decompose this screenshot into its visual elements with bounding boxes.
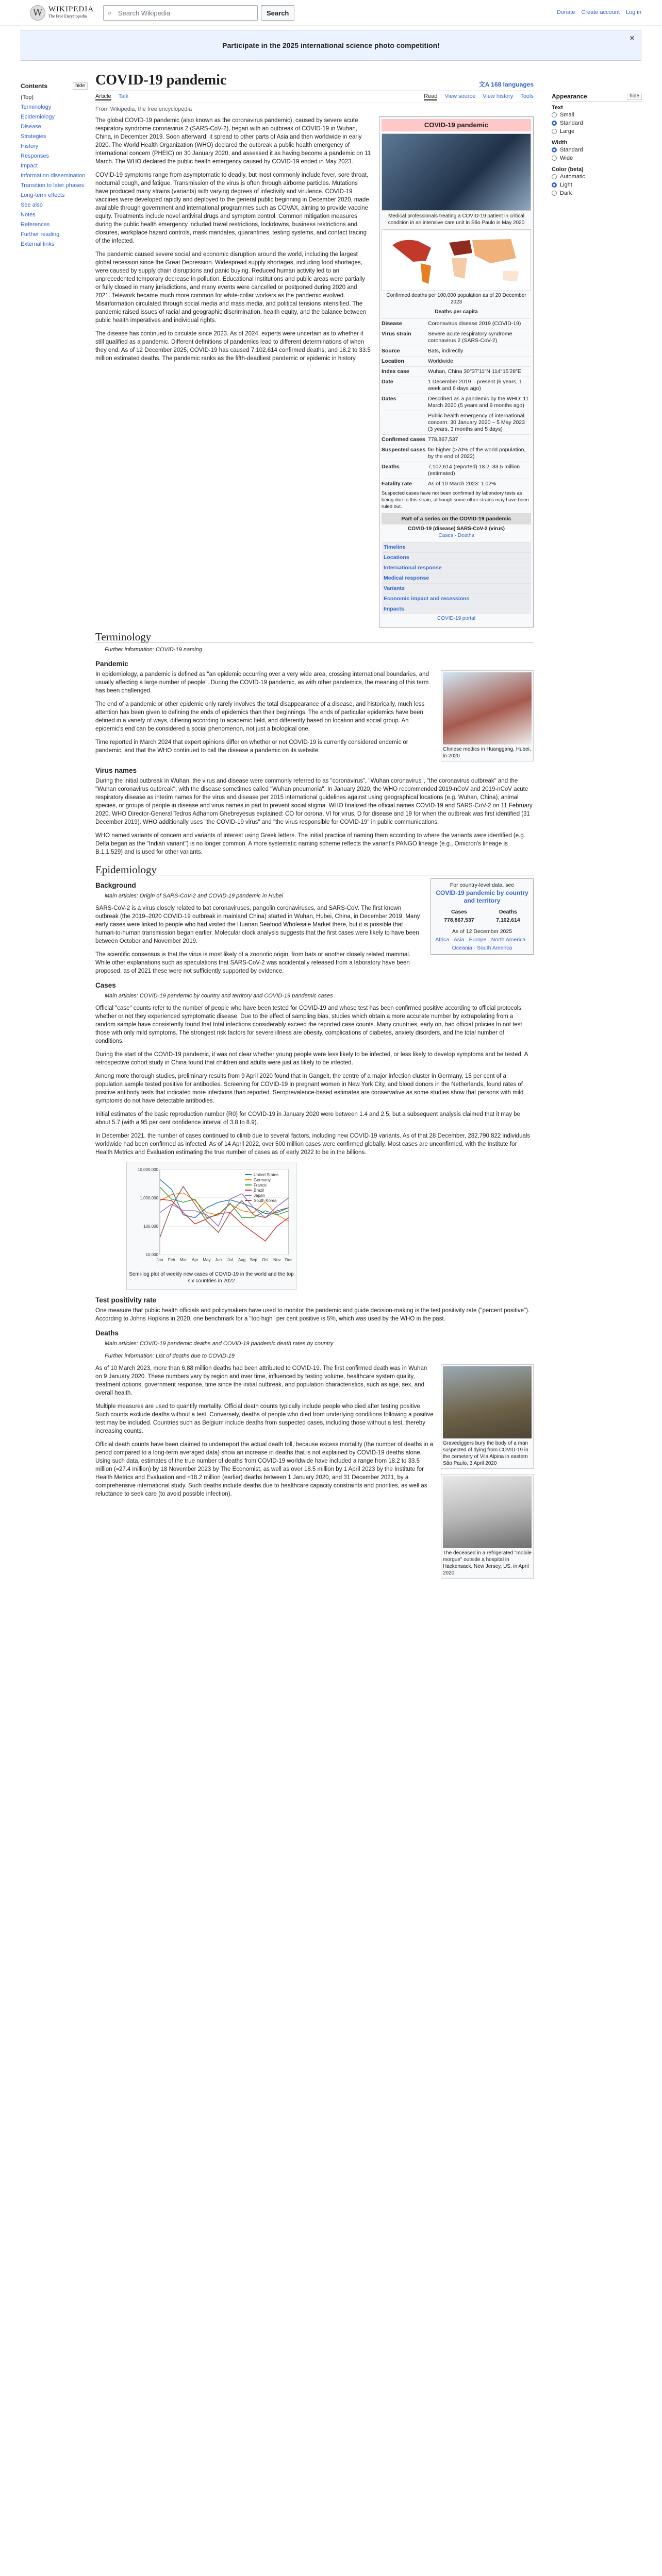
infobox-row-label: Deaths (382, 464, 400, 470)
map-caption: Confirmed deaths per 100,000 population as of 20 December 2023 (386, 293, 526, 305)
radio-icon[interactable] (552, 156, 557, 161)
toc-item[interactable]: Long-term effects (21, 192, 65, 198)
virus-paragraph-2: WHO named variants of concern and variants of interest using Greek letters. The initial practice of naming them according to where the variants were identified (e.g. Delta began as the "Indian variant") is no longer common. A more systematic naming scheme reflects the variant's PANGO lineage (e.g., Omicron's lineage is B.1.1.529) and is used for other variants. (95, 833, 525, 855)
infobox (379, 116, 534, 628)
infobox-row-label: Date (382, 379, 393, 385)
cases-paragraph-5: In December 2021, the number of cases continued to climb due to several factors, including new COVID-19 variants. As of that 28 December, 282,790,822 individuals worldwide had been confirmed as infected. As of 14 April 2022, over 500 million cases were confirmed globally. Most cases are unconfirmed, with the Institute for Health Metrics and Evaluation estimating the true number of cases as of early 2022 to be in the billions. (95, 1133, 531, 1156)
infobox-row-value: Worldwide (428, 358, 453, 364)
toc-item[interactable]: Strategies (21, 133, 46, 140)
legend-label: Brazil (254, 1188, 264, 1193)
toc-item[interactable]: Transition to later phases (21, 182, 85, 189)
series-nav-item[interactable]: Locations (382, 552, 531, 563)
background-paragraph-1: SARS-CoV-2 is a virus closely related to bat coronaviruses, pangolin coronaviruses, and SARS-CoV. The first known outbreak (the 2019–2020 COVID-19 outbreak in mainland China) started in Wuhan, Hubei, China, in December 2019. Many early cases were linked to people who had visited the Huanan Seafood Wholesale Market there, but it is possible that human-to-human transmission began earlier. Molecular clock analysis suggests that the first cases were likely to have been between October and November 2019. (95, 905, 420, 944)
infobox-row-label: Suspected cases (382, 447, 426, 453)
legend-label: Japan (254, 1193, 265, 1198)
login-link[interactable]: Log in (626, 9, 641, 15)
width-option[interactable] (552, 154, 642, 162)
series-nav-item[interactable]: International response (382, 563, 531, 573)
subsection-heading-pandemic: Pandemic (95, 660, 128, 668)
subsection-heading-deaths: Deaths (95, 1329, 119, 1337)
personal-tools (557, 9, 641, 15)
intro-paragraph-2: COVID-19 symptoms range from asymptomatic to deadly, but most commonly include fever, sore throat, nocturnal cough, and fatigue. Transmission of the virus is often through airborne particles. Mutations have produced many strains (variants) with varying degrees of infectivity and virulence. COVID-19 vaccines were developed rapidly and deployed to the general public beginning in December 2020, made available through government and international programmes such as COVAX, aiming to provide vaccine equity. Treatments include novel antiviral drugs and symptom control. Common mitigation measures during the public health emergency included travel restrictions, lockdowns, business restrictions and closures, workplace hazard controls, mask mandates, quarantines, testing systems, and contact tracing of the infected. (95, 172, 369, 244)
close-icon[interactable]: ✕ (629, 35, 635, 42)
color-option-label: Dark (560, 190, 572, 196)
infobox-row-value: Described as a pandemic by the WHO: 11 March 2020 (5 years and 9 months ago) (428, 396, 529, 409)
infobox-row-value: 7,102,614 (reported) 18.2–33.5 million (estimated) (428, 464, 520, 477)
world-death-map[interactable] (382, 229, 531, 291)
toc-item[interactable]: Information dissemination (21, 173, 86, 179)
tab-article[interactable]: Article (95, 93, 111, 99)
appearance-hide-button[interactable]: hide (627, 93, 642, 100)
deaths-paragraph-2: Multiple measures are used to quantify mortality. Official death counts typically include people who died after testing positive. Such counts exclude deaths without a test. Conversely, deaths of people who died from underlying conditions following a positive test may be included. Countries such as Belgium include deaths from suspected cases, including those without a test, thereby increasing counts. (95, 1403, 434, 1434)
subsection-heading-background: Background (95, 882, 136, 889)
portal-link[interactable]: COVID-19 portal (437, 616, 475, 621)
wikipedia-logo[interactable] (30, 5, 94, 21)
deaths-paragraph-3: Official death counts have been claimed to underreport the actual death toll, because excess mortality (the number of deaths in a period compared to a long-term averaged data) show an increase in deaths that is not explained by COVID-19 deaths alone. Using such data, estimates of the true number of deaths from COVID-19 worldwide have included a range from 18.2 to 33.5 million (≈27.4 million) by 18 November 2023 by The Economist, as well as over 18.5 million by 1 April 2023 by the Institute for Health Metrics and Evaluation and ≈18.2 million (earlier) deaths between 1 January 2020, and 31 December 2021, by a comprehensive international study. Such deaths include deaths due to healthcare capacity constraints and priorities, as well as reluctance to seek care (to avoid possible infection). (95, 1442, 434, 1497)
chart-svg (129, 1164, 294, 1267)
infobox-row-label: Virus strain (382, 331, 411, 337)
thumbnail-chinese-medics[interactable] (441, 670, 534, 761)
intro-paragraph-3: The pandemic caused severe social and economic disruption around the world, including the largest global recession since the Great Depression. Widespread supply shortages, including food shortages, were caused by supply chain disruptions and panic buying. Reduced human activity led to an unprecedented temporary decrease in pollution. Educational institutions and public areas were partially or fully closed in many jurisdictions, and many events were cancelled or postponed during 2020 and 2021. Telework became much more common for white-collar workers as the pandemic evolved. Misinformation circulated through social media and mass media, and political tensions intensified. The pandemic raised issues of racial and geographic discrimination, health equity, and the balance between public health imperatives and individual rights. (95, 251, 367, 324)
text-size-option-label: Small (560, 112, 574, 118)
virus-paragraph-1: During the initial outbreak in Wuhan, the virus and disease were commonly referred to as "coronavirus", "Wuhan coronavirus", "the coronavirus outbreak" and the "Wuhan coronavirus outbreak", with the disease sometimes called "Wuhan pneumonia". In January 2020, the WHO recommended 2019-nCoV and 2019-nCoV acute respiratory disease as interim names for the virus and disease per 2015 international guidelines against using geographical locations (e.g. Wuhan, China), animal species, or groups of people in disease and virus names in part to prevent social stigma. WHO finalized the official names COVID-19 and SARS-CoV-2 on 11 February 2020. WHO Director-General Tedros Adhanom Ghebreyesus explained: CO for corona, VI for virus, D for disease and 19 for when the outbreak was first identified (31 December 2019). WHO additionally uses "the COVID-19 virus" and "the virus responsible for COVID-19" in public communications. (95, 778, 533, 825)
search-icon: ⌕ (108, 9, 112, 16)
y-tick-label: 100,000 (143, 1224, 158, 1229)
toc-item[interactable]: Epidemiology (21, 114, 55, 120)
y-tick-label: 1,000,000 (140, 1196, 158, 1200)
toc-item[interactable]: Impact (21, 163, 38, 169)
y-tick-label: 10,000,000 (137, 1167, 158, 1172)
infobox-row-label: Fatality rate (382, 481, 412, 487)
x-tick-label: Mar (179, 1258, 187, 1262)
infobox-row-label: Index case (382, 368, 409, 375)
hatnote: Main articles: COVID-19 pandemic deaths and COVID-19 pandemic death rates by country (105, 1341, 334, 1347)
globe-icon: W (30, 5, 45, 21)
x-tick-label: Feb (168, 1258, 175, 1262)
infobox-row (382, 445, 531, 462)
text-size-option-label: Standard (560, 120, 583, 126)
tab-view-source[interactable]: View source (444, 93, 476, 99)
cases-paragraph-1: Official "case" counts refer to the number of people who have been tested for COVID-19 and whose test has been confirmed positive according to official protocols whether or not they experienced symptomatic disease. Due to the effect of sampling bias, studies which obtain a more accurate number by extrapolating from a random sample have consistently found that total infections considerably exceed the reported case counts. Many countries, early on, had official policies to not test those with only mild symptoms. The strongest risk factors for severe illness are obesity, complications of diabetes, anxiety disorders, and the total number of conditions. (95, 1005, 522, 1044)
width-option-label: Wide (560, 155, 573, 161)
donate-link[interactable]: Donate (556, 9, 575, 15)
radio-icon[interactable] (552, 147, 557, 152)
search-placeholder: Search Wikipedia (118, 9, 171, 17)
toc-item[interactable]: (Top) (21, 94, 34, 100)
infobox-row-value: Wuhan, China 30°37′11″N 114°15′28″E (428, 368, 521, 375)
cases-label: Cases (451, 909, 467, 915)
x-tick-label: Jan (156, 1258, 163, 1262)
table-of-contents (21, 82, 88, 249)
deaths-paragraph-1: As of 10 March 2023, more than 6.88 million deaths had been attributed to COVID-19. The first confirmed death was in Wuhan on 9 January 2020. These numbers vary by region and over time, influenced by testing volume, healthcare system quality, treatment options, government response, time since the initial outbreak, and population characteristics, such as age, sex, and overall health. (95, 1365, 427, 1396)
x-tick-label: Oct (262, 1258, 269, 1262)
text-size-option[interactable] (552, 127, 642, 135)
banner-text: Participate in the 2025 international science photo competition! (222, 41, 440, 49)
radio-icon[interactable] (552, 191, 557, 196)
x-tick-label: May (203, 1258, 211, 1262)
infobox-row (382, 346, 531, 356)
toc-item[interactable]: See also (21, 202, 43, 208)
section-heading-epidemiology: Epidemiology (95, 866, 534, 875)
infobox-row (382, 462, 531, 479)
infobox-row-label: Dates (382, 396, 396, 402)
subsection-heading-virus-names: Virus names (95, 767, 137, 774)
infobox-row (382, 434, 531, 445)
infobox-row (382, 377, 531, 394)
hatnote: Further information: COVID-19 naming (105, 647, 202, 653)
test-positivity-paragraph: One measure that public health officials and policymakers have used to monitor the pandemic and guide decision-making is the test positivity rate ("percent positive"). According to Johns Hopkins in 2020, one benchmark for a "too high" per cent positive is 5%, which was used by the WHO in the past. (95, 1308, 530, 1322)
appearance-title: Appearance (552, 93, 587, 100)
infobox-row-label: Confirmed cases (382, 436, 425, 443)
toc-item[interactable]: Further reading (21, 231, 60, 238)
legend-label: France (254, 1183, 267, 1188)
thumbnail-caption: The deceased in a refrigerated "mobile morgue" outside a hospital in Hackensack, New Jersey, US, in April 2020 (443, 1550, 532, 1576)
series-nav-item[interactable]: Impacts (382, 604, 531, 614)
tab-read[interactable]: Read (424, 93, 438, 99)
color-option-label: Automatic (560, 174, 585, 180)
series-box-subtitle: COVID-19 (disease) SARS-CoV-2 (virus) Cases · Deaths (408, 526, 505, 538)
hatnote: Main articles: Origin of SARS-CoV-2 and COVID-19 pandemic in Hubei (105, 893, 284, 899)
thumbnail-mobile-morgue[interactable] (441, 1474, 534, 1579)
cases-paragraph-2: During the start of the COVID-19 pandemic, it was not clear whether young people were less likely to be infected, or less likely to develop symptoms and be tested. A retrospective cohort study in China found that children and adults were just as likely to be infected. (95, 1052, 528, 1066)
toc-item[interactable]: Responses (21, 153, 49, 159)
main-content (95, 72, 534, 1584)
toc-item[interactable]: Disease (21, 124, 41, 130)
tab-tools[interactable]: Tools (520, 93, 534, 99)
cases-value: 778,867,537 (444, 917, 474, 923)
width-option[interactable] (552, 146, 642, 154)
site-sub: From Wikipedia, the free encyclopedia (95, 106, 192, 112)
create-account-link[interactable]: Create account (581, 9, 620, 15)
infobox-row-label: Location (382, 358, 404, 364)
text-size-option[interactable] (552, 111, 642, 119)
background-paragraph-2: The scientific consensus is that the virus is most likely of a zoonotic origin, from bats or another closely related mammal. While other explanations such as speculations that SARS-CoV-2 was accidentally released from a laboratory have been proposed, as of 2021 these were not sufficiently supported by evidence. (95, 952, 411, 974)
thumbnail-caption: Chinese medics in Huanggang, Hubei, in 2020 (443, 747, 531, 759)
stats-regions[interactable]: Africa · Asia · Europe · North America · Oceania · South America (435, 937, 529, 951)
radio-icon[interactable] (552, 112, 557, 117)
thumbnail-gravediggers[interactable] (441, 1364, 534, 1469)
cases-paragraph-4: Initial estimates of the basic reproduction number (R0) for COVID-19 in January 2020 were between 1.4 and 2.5, but a subsequent analysis claimed that it may be about 5.7 (with a 95 per cent confidence interval of 3.8 to 8.9). (95, 1111, 520, 1126)
infobox-row-value: As of 10 March 2023: 1.02% (428, 481, 496, 487)
hatnote: Main articles: COVID-19 pandemic by country and territory and COVID-19 pandemic cases (105, 993, 333, 999)
infobox-row-label (382, 413, 428, 433)
chart-caption: Semi-log plot of weekly new cases of COVID-19 in the world and the top six countries in 2022 (129, 1272, 294, 1284)
legend-label: Germany (254, 1178, 271, 1182)
intro-paragraph-1: The global COVID-19 pandemic (also known as the coronavirus pandemic), caused by severe acute respiratory syndrome coronavirus 2 (SARS-CoV-2), began with an outbreak of COVID-19 in Wuhan, China, in December 2019. Soon afterward, it spread to other parts of Asia and then worldwide in early 2020. The World Health Organization (WHO) declared the outbreak a public health emergency of international concern (PHEIC) on 30 January 2020, and assessed it as having become a pandemic on 11 March. The WHO declared the public health emergency caused by COVID-19 ended in May 2023. (95, 117, 371, 165)
tab-view-history[interactable]: View history (483, 93, 514, 99)
infobox-row-value: 778,867,537 (428, 436, 458, 443)
radio-icon[interactable] (552, 129, 557, 134)
page-tabs (95, 93, 534, 103)
infobox-row (382, 356, 531, 366)
infobox-row-value: Severe acute respiratory syndrome coronavirus 2 (SARS-CoV-2) (428, 331, 512, 344)
deaths-value: 7,102,614 (496, 917, 520, 923)
x-tick-label: Dec (285, 1258, 293, 1262)
appearance-panel (552, 93, 642, 197)
series-nav-item[interactable]: Medical response (382, 573, 531, 583)
tab-talk[interactable]: Talk (118, 93, 129, 99)
pandemic-paragraph-3: Time reported in March 2024 that expert opinions differ on whether or not COVID-19 is currently considered endemic or pandemic, and that the WHO continued to call the disease a pandemic on its website. (95, 739, 408, 754)
cases-paragraph-3: Among more thorough studies, preliminary results from 9 April 2020 found that in Gangelt, the centre of a major infection cluster in Germany, 15 per cent of a population sample tested positive for antibodies. Screening for COVID-19 in pregnant women in New York City, and blood donors in the Netherlands, found rates of positive antibody tests that indicated more infections than reported. Seroprevalence-based estimates are conservative as some studies show that persons with mild symptoms do not have detectable antibodies. (95, 1073, 524, 1104)
toc-item[interactable]: Notes (21, 212, 36, 218)
color-option-label: Light (560, 182, 572, 188)
x-tick-label: Jun (215, 1258, 222, 1262)
width-option-label: Standard (560, 147, 583, 153)
subsection-heading-test-positivity: Test positivity rate (95, 1296, 157, 1304)
site-notice-banner[interactable] (21, 30, 641, 61)
color-heading: Color (beta) (552, 166, 584, 173)
color-option[interactable] (552, 173, 642, 181)
series-nav-item[interactable]: Economic impact and recessions (382, 594, 531, 604)
site-name: WIKIPEDIA (48, 5, 94, 13)
infobox-row (382, 394, 531, 411)
toc-title: Contents (21, 82, 47, 90)
search-input[interactable] (103, 5, 258, 21)
x-tick-label: Jul (227, 1258, 233, 1262)
hatnote: Further information: List of deaths due to COVID-19 (105, 1353, 235, 1359)
radio-icon[interactable] (552, 121, 557, 126)
color-option[interactable] (552, 181, 642, 189)
thumbnail-caption: Gravediggers bury the body of a man suspected of dying from COVID-19 in the cemetery of Vila Alpina in eastern São Paulo, 3 April 2020 (443, 1440, 528, 1466)
radio-icon[interactable] (552, 182, 557, 188)
toc-item[interactable]: External links (21, 241, 55, 247)
stats-box-intro: For country-level data, see (450, 882, 515, 888)
site-tagline: The Free Encyclopedia (48, 14, 87, 19)
color-option[interactable] (552, 189, 642, 197)
pandemic-paragraph-1: In epidemiology, a pandemic is defined as "an epidemic occurring over a very wide area, crossing international boundaries, and usually affecting a large number of people". During the COVID-19 pandemic, as with other pandemics, the meaning of this term has been challenged. (95, 671, 429, 694)
icu-photo[interactable] (382, 133, 531, 211)
infobox-row-value: Coronavirus disease 2019 (COVID-19) (428, 320, 521, 327)
x-tick-label: Aug (238, 1258, 246, 1262)
toc-item[interactable]: History (21, 143, 39, 149)
intro-paragraph-4: The disease has continued to circulate since 2023. As of 2024, experts were uncertain as to whether it still qualified as a pandemic. Different definitions of pandemics lead to different determinations of when they end. As of 12 December 2025, COVID-19 has caused 7,102,614 confirmed deaths, and 18.2 to 33.5 million estimated deaths. The pandemic ranks as the fifth-deadliest pandemic or epidemic in history. (95, 331, 371, 362)
text-size-option-label: Large (560, 128, 575, 134)
weekly-cases-chart[interactable] (126, 1162, 296, 1290)
search-button[interactable]: Search (261, 5, 294, 21)
text-size-option[interactable] (552, 119, 642, 127)
radio-icon[interactable] (552, 174, 557, 179)
width-heading: Width (552, 140, 568, 146)
text-size-heading: Text (552, 105, 563, 111)
section-heading-terminology: Terminology (95, 633, 534, 642)
series-box-label: Part of a series on the COVID-19 pandemic (382, 513, 531, 524)
infobox-row (382, 366, 531, 377)
stats-asof: As of 12 December 2025 (452, 928, 512, 935)
language-button[interactable]: 文A 168 languages (478, 81, 534, 88)
legend-label: United States (254, 1173, 279, 1177)
legend-label: South Korea (254, 1198, 277, 1203)
map-legend-title: Deaths per capita (435, 309, 478, 315)
series-nav-item[interactable]: Variants (382, 583, 531, 594)
x-tick-label: Nov (273, 1258, 281, 1262)
infobox-row-label: Disease (382, 320, 402, 327)
subsection-heading-cases: Cases (95, 981, 116, 989)
x-tick-label: Apr (191, 1258, 198, 1262)
infobox-footnote: Suspected cases have not been confirmed by laboratory tests as being due to this strain, although some other strains may have been ruled out. (382, 490, 529, 510)
infobox-row-value: far higher (>70% of the world population, by the end of 2022) (428, 447, 526, 460)
site-header (0, 0, 662, 26)
toc-item[interactable]: References (21, 222, 50, 228)
series-nav-item[interactable]: Timeline (382, 542, 531, 552)
infobox-row-label: Source (382, 348, 400, 354)
toc-hide-button[interactable]: hide (73, 82, 88, 90)
infobox-title: COVID-19 pandemic (382, 119, 531, 131)
infobox-image-caption: Medical professionals treating a COVID-19 patient in critical condition in an intensive care unit in São Paulo in May 2020 (388, 213, 525, 226)
infobox-row (382, 411, 531, 434)
infobox-row (382, 318, 531, 329)
stats-box (431, 878, 534, 955)
infobox-row (382, 329, 531, 346)
toc-item[interactable]: Terminology (21, 104, 52, 110)
pandemic-paragraph-2: The end of a pandemic or other epidemic only rarely involves the total disappearance of a disease, and historically, much less attention has been given to defining the ends of epidemics than their beginnings. The ends of particular epidemics have been defined in a variety of ways, differing according to academic field, and differently based on location and social group. An epidemic's end can be considered a social phenomenon, not just a biological one. (95, 701, 425, 732)
infobox-row-value: Bats, indirectly (428, 348, 464, 354)
y-tick-label: 10,000 (145, 1252, 158, 1257)
x-tick-label: Sep (250, 1258, 257, 1262)
stats-box-title[interactable]: COVID-19 pandemic by country and territory (436, 889, 528, 904)
infobox-row (382, 479, 531, 489)
page-title: COVID-19 pandemic (95, 72, 227, 88)
infobox-row-value: 1 December 2019 – present (6 years, 1 week and 6 days ago) (428, 379, 522, 392)
infobox-row-value: Public health emergency of international concern: 30 January 2020 – 5 May 2023 (3 years, 3 months and 5 days) (428, 413, 525, 432)
deaths-label: Deaths (499, 909, 517, 915)
